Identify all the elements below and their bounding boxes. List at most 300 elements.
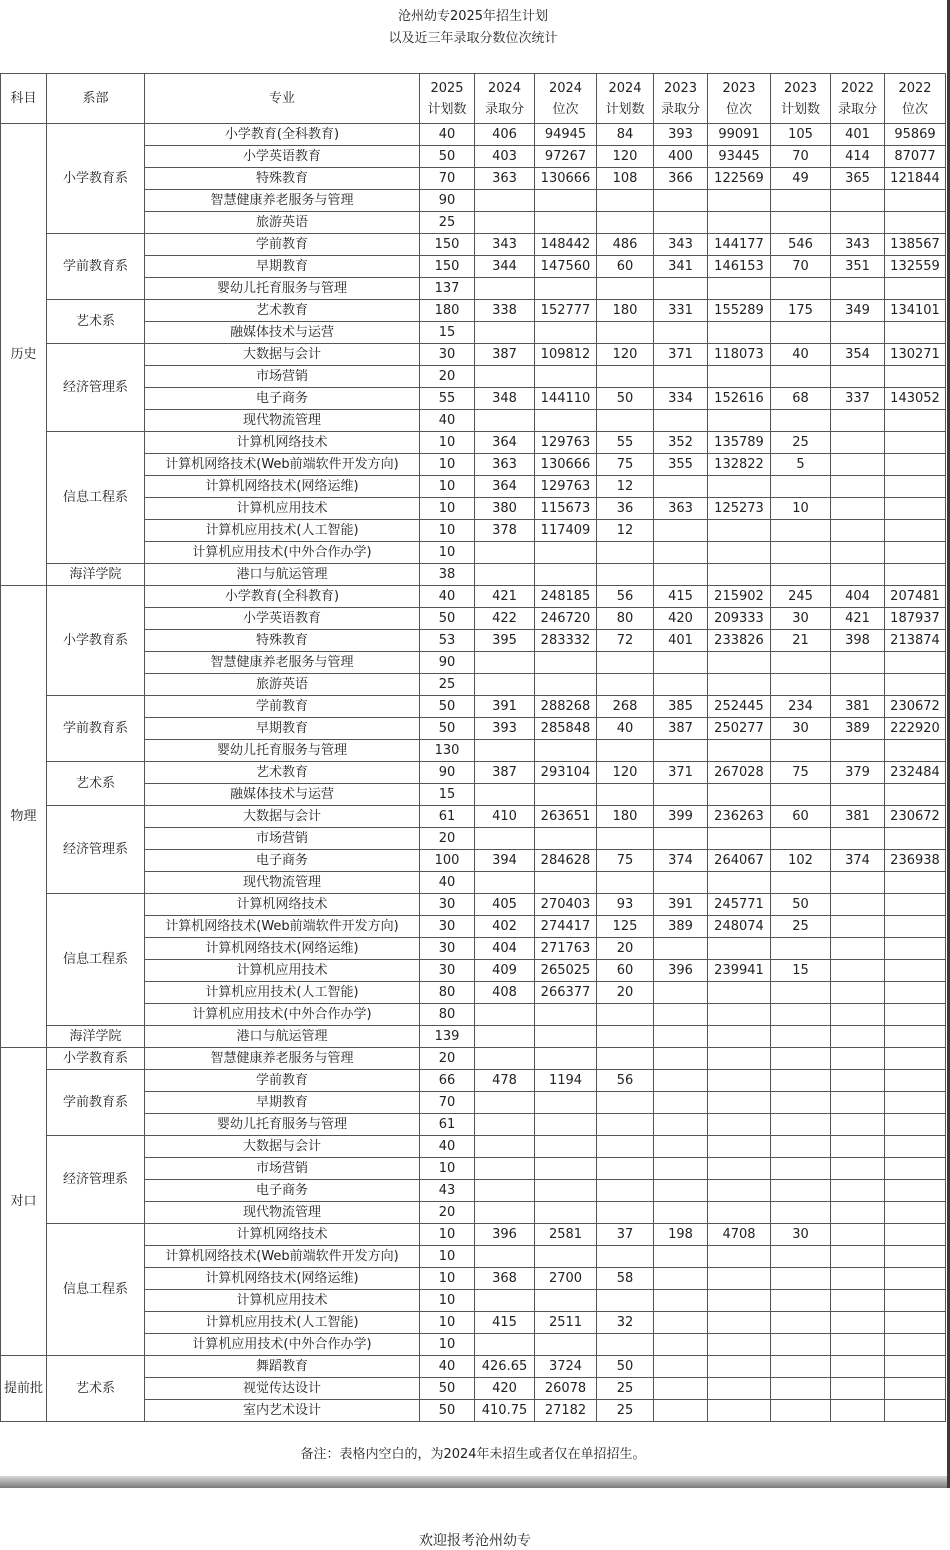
value-cell xyxy=(885,828,946,850)
value-cell: 245771 xyxy=(708,894,771,916)
value-cell: 20 xyxy=(597,982,654,1004)
value-cell xyxy=(831,740,885,762)
value-cell: 36 xyxy=(597,498,654,520)
value-cell xyxy=(654,1092,708,1114)
value-cell: 120 xyxy=(597,344,654,366)
major-cell: 电子商务 xyxy=(145,1180,420,1202)
value-cell xyxy=(597,1048,654,1070)
value-cell: 70 xyxy=(771,146,831,168)
value-cell: 12 xyxy=(597,520,654,542)
value-cell xyxy=(475,1092,535,1114)
value-cell xyxy=(535,740,597,762)
value-cell: 25 xyxy=(771,432,831,454)
value-cell xyxy=(831,322,885,344)
value-cell xyxy=(831,1246,885,1268)
value-cell: 2581 xyxy=(535,1224,597,1246)
value-cell: 1194 xyxy=(535,1070,597,1092)
value-cell xyxy=(708,652,771,674)
value-cell xyxy=(831,278,885,300)
value-cell xyxy=(654,564,708,586)
value-cell xyxy=(535,212,597,234)
value-cell: 385 xyxy=(654,696,708,718)
value-cell: 331 xyxy=(654,300,708,322)
value-cell xyxy=(535,1180,597,1202)
value-cell xyxy=(475,366,535,388)
value-cell xyxy=(654,1180,708,1202)
value-cell xyxy=(708,1246,771,1268)
header-sublabel: 位次 xyxy=(725,101,752,117)
value-cell xyxy=(654,1312,708,1334)
value-cell: 404 xyxy=(831,586,885,608)
value-cell xyxy=(771,1114,831,1136)
value-cell: 68 xyxy=(771,388,831,410)
value-cell: 250277 xyxy=(708,718,771,740)
value-cell xyxy=(885,1334,946,1356)
value-cell xyxy=(771,938,831,960)
table-row xyxy=(1,762,946,784)
value-cell: 387 xyxy=(654,718,708,740)
value-cell: 207481 xyxy=(885,586,946,608)
value-cell xyxy=(535,1092,597,1114)
value-cell xyxy=(771,982,831,1004)
value-cell xyxy=(535,564,597,586)
major-cell: 融媒体技术与运营 xyxy=(145,784,420,806)
major-cell: 计算机应用技术(人工智能) xyxy=(145,982,420,1004)
major-cell: 室内艺术设计 xyxy=(145,1400,420,1422)
value-cell: 401 xyxy=(831,124,885,146)
value-cell xyxy=(885,1268,946,1290)
subject-cell: 对口 xyxy=(1,1048,47,1356)
value-cell xyxy=(885,960,946,982)
value-cell: 50 xyxy=(420,718,475,740)
value-cell xyxy=(597,784,654,806)
value-cell: 137 xyxy=(420,278,475,300)
value-cell: 187937 xyxy=(885,608,946,630)
header-cell xyxy=(145,74,420,124)
table-note: 备注：表格内空白的，为2024年未招生或者仅在单招招生。 xyxy=(300,1447,646,1462)
value-cell: 248074 xyxy=(708,916,771,938)
value-cell xyxy=(708,1070,771,1092)
value-cell: 143052 xyxy=(885,388,946,410)
value-cell xyxy=(885,872,946,894)
value-cell: 120 xyxy=(597,146,654,168)
value-cell xyxy=(597,1026,654,1048)
value-cell: 10 xyxy=(420,542,475,564)
value-cell xyxy=(654,652,708,674)
value-cell xyxy=(885,1246,946,1268)
header-sublabel: 计划数 xyxy=(605,101,645,117)
table-row xyxy=(1,124,946,146)
value-cell: 343 xyxy=(475,234,535,256)
value-cell: 20 xyxy=(420,1048,475,1070)
value-cell xyxy=(771,1070,831,1092)
value-cell xyxy=(654,1268,708,1290)
value-cell xyxy=(771,828,831,850)
value-cell: 102 xyxy=(771,850,831,872)
value-cell: 93445 xyxy=(708,146,771,168)
value-cell: 20 xyxy=(420,1202,475,1224)
value-cell: 394 xyxy=(475,850,535,872)
value-cell: 97267 xyxy=(535,146,597,168)
value-cell: 236938 xyxy=(885,850,946,872)
value-cell: 381 xyxy=(831,806,885,828)
value-cell: 349 xyxy=(831,300,885,322)
major-cell: 大数据与会计 xyxy=(145,806,420,828)
value-cell: 389 xyxy=(654,916,708,938)
value-cell: 56 xyxy=(597,1070,654,1092)
value-cell xyxy=(708,520,771,542)
value-cell xyxy=(708,1114,771,1136)
value-cell: 10 xyxy=(420,1334,475,1356)
value-cell: 10 xyxy=(420,520,475,542)
value-cell: 61 xyxy=(420,806,475,828)
major-cell: 计算机应用技术(中外合作办学) xyxy=(145,542,420,564)
document-title: 沧州幼专2025年招生计划 xyxy=(397,9,549,24)
value-cell xyxy=(654,1158,708,1180)
value-cell xyxy=(885,1004,946,1026)
value-cell xyxy=(597,1092,654,1114)
value-cell: 50 xyxy=(597,388,654,410)
table-row xyxy=(1,300,946,322)
value-cell xyxy=(885,784,946,806)
value-cell: 25 xyxy=(597,1378,654,1400)
value-cell: 15 xyxy=(420,784,475,806)
major-cell: 计算机应用技术(中外合作办学) xyxy=(145,1334,420,1356)
value-cell: 379 xyxy=(831,762,885,784)
major-cell: 大数据与会计 xyxy=(145,1136,420,1158)
value-cell xyxy=(771,520,831,542)
department-cell: 信息工程系 xyxy=(47,1224,145,1356)
value-cell: 410.75 xyxy=(475,1400,535,1422)
value-cell: 401 xyxy=(654,630,708,652)
value-cell: 55 xyxy=(597,432,654,454)
value-cell xyxy=(654,1048,708,1070)
major-cell: 小学英语教育 xyxy=(145,608,420,630)
value-cell: 121844 xyxy=(885,168,946,190)
value-cell: 274417 xyxy=(535,916,597,938)
footer-text: 欢迎报考沧州幼专 xyxy=(419,1533,531,1549)
value-cell xyxy=(535,1136,597,1158)
value-cell xyxy=(475,1334,535,1356)
value-cell: 213874 xyxy=(885,630,946,652)
value-cell xyxy=(885,740,946,762)
value-cell: 30 xyxy=(771,1224,831,1246)
value-cell: 374 xyxy=(654,850,708,872)
department-cell: 小学教育系 xyxy=(47,1048,145,1070)
value-cell xyxy=(708,322,771,344)
value-cell xyxy=(771,740,831,762)
value-cell xyxy=(535,652,597,674)
major-cell: 视觉传达设计 xyxy=(145,1378,420,1400)
major-cell: 学前教育 xyxy=(145,1070,420,1092)
header-sublabel: 位次 xyxy=(552,101,579,117)
value-cell: 546 xyxy=(771,234,831,256)
value-cell: 25 xyxy=(420,674,475,696)
value-cell: 486 xyxy=(597,234,654,256)
major-cell: 计算机应用技术 xyxy=(145,1290,420,1312)
value-cell: 3724 xyxy=(535,1356,597,1378)
value-cell: 422 xyxy=(475,608,535,630)
value-cell xyxy=(771,212,831,234)
value-cell xyxy=(597,1114,654,1136)
value-cell: 80 xyxy=(420,982,475,1004)
value-cell xyxy=(831,454,885,476)
value-cell xyxy=(708,1290,771,1312)
value-cell xyxy=(535,1158,597,1180)
value-cell xyxy=(535,674,597,696)
value-cell: 10 xyxy=(420,1268,475,1290)
value-cell: 334 xyxy=(654,388,708,410)
table-row xyxy=(1,1026,946,1048)
value-cell: 10 xyxy=(420,1224,475,1246)
value-cell xyxy=(654,740,708,762)
value-cell xyxy=(654,190,708,212)
major-cell: 智慧健康养老服务与管理 xyxy=(145,652,420,674)
table-row xyxy=(1,586,946,608)
value-cell xyxy=(885,212,946,234)
value-cell xyxy=(885,1378,946,1400)
value-cell xyxy=(475,1246,535,1268)
value-cell xyxy=(831,1378,885,1400)
value-cell xyxy=(831,894,885,916)
value-cell xyxy=(771,1136,831,1158)
value-cell: 389 xyxy=(831,718,885,740)
value-cell: 215902 xyxy=(708,586,771,608)
major-cell: 现代物流管理 xyxy=(145,410,420,432)
value-cell: 90 xyxy=(420,762,475,784)
value-cell xyxy=(597,1334,654,1356)
subject-cell: 历史 xyxy=(1,124,47,586)
value-cell xyxy=(885,542,946,564)
value-cell: 20 xyxy=(597,938,654,960)
table-row xyxy=(1,432,946,454)
value-cell: 415 xyxy=(475,1312,535,1334)
value-cell xyxy=(654,322,708,344)
value-cell: 130666 xyxy=(535,168,597,190)
value-cell: 415 xyxy=(654,586,708,608)
value-cell xyxy=(475,212,535,234)
value-cell: 288268 xyxy=(535,696,597,718)
value-cell: 355 xyxy=(654,454,708,476)
value-cell xyxy=(831,410,885,432)
value-cell: 30 xyxy=(420,960,475,982)
value-cell xyxy=(771,322,831,344)
value-cell xyxy=(885,1202,946,1224)
header-cell xyxy=(420,74,475,124)
value-cell xyxy=(831,916,885,938)
value-cell xyxy=(885,1224,946,1246)
value-cell: 109812 xyxy=(535,344,597,366)
department-cell: 小学教育系 xyxy=(47,586,145,696)
value-cell: 368 xyxy=(475,1268,535,1290)
value-cell xyxy=(475,1180,535,1202)
value-cell: 234 xyxy=(771,696,831,718)
value-cell xyxy=(475,740,535,762)
major-cell: 港口与航运管理 xyxy=(145,1026,420,1048)
value-cell xyxy=(654,1114,708,1136)
value-cell: 75 xyxy=(771,762,831,784)
value-cell: 147560 xyxy=(535,256,597,278)
value-cell xyxy=(708,1180,771,1202)
value-cell: 10 xyxy=(420,454,475,476)
value-cell xyxy=(597,872,654,894)
department-cell: 海洋学院 xyxy=(47,564,145,586)
value-cell: 354 xyxy=(831,344,885,366)
value-cell xyxy=(597,366,654,388)
table-row xyxy=(1,1048,946,1070)
value-cell: 405 xyxy=(475,894,535,916)
value-cell xyxy=(654,520,708,542)
value-cell: 408 xyxy=(475,982,535,1004)
value-cell xyxy=(885,498,946,520)
value-cell xyxy=(535,1202,597,1224)
value-cell xyxy=(597,1246,654,1268)
major-cell: 计算机应用技术 xyxy=(145,960,420,982)
value-cell xyxy=(831,1290,885,1312)
major-cell: 智慧健康养老服务与管理 xyxy=(145,1048,420,1070)
value-cell xyxy=(475,1114,535,1136)
value-cell: 265025 xyxy=(535,960,597,982)
value-cell xyxy=(771,1026,831,1048)
value-cell xyxy=(708,1158,771,1180)
value-cell xyxy=(475,1290,535,1312)
value-cell xyxy=(885,652,946,674)
value-cell xyxy=(597,1180,654,1202)
value-cell xyxy=(654,1136,708,1158)
value-cell: 421 xyxy=(831,608,885,630)
value-cell: 50 xyxy=(771,894,831,916)
major-cell: 计算机网络技术(网络运维) xyxy=(145,1268,420,1290)
value-cell: 352 xyxy=(654,432,708,454)
value-cell: 75 xyxy=(597,850,654,872)
header-label: 2024 xyxy=(608,80,642,96)
value-cell: 410 xyxy=(475,806,535,828)
value-cell: 403 xyxy=(475,146,535,168)
header-sublabel: 计划数 xyxy=(780,101,820,117)
value-cell xyxy=(654,1290,708,1312)
value-cell xyxy=(475,1004,535,1026)
value-cell: 248185 xyxy=(535,586,597,608)
value-cell: 132559 xyxy=(885,256,946,278)
value-cell xyxy=(771,1356,831,1378)
value-cell: 351 xyxy=(831,256,885,278)
value-cell xyxy=(885,322,946,344)
value-cell: 93 xyxy=(597,894,654,916)
value-cell: 25 xyxy=(420,212,475,234)
value-cell xyxy=(831,1004,885,1026)
value-cell: 20 xyxy=(420,828,475,850)
value-cell: 400 xyxy=(654,146,708,168)
value-cell: 363 xyxy=(475,168,535,190)
header-cell xyxy=(47,74,145,124)
value-cell: 10 xyxy=(420,1158,475,1180)
value-cell xyxy=(885,190,946,212)
value-cell xyxy=(535,542,597,564)
value-cell xyxy=(475,652,535,674)
value-cell xyxy=(708,1202,771,1224)
value-cell xyxy=(831,190,885,212)
value-cell xyxy=(708,938,771,960)
value-cell: 50 xyxy=(420,146,475,168)
department-cell: 艺术系 xyxy=(47,762,145,806)
value-cell: 409 xyxy=(475,960,535,982)
value-cell xyxy=(654,938,708,960)
value-cell xyxy=(771,1290,831,1312)
value-cell xyxy=(535,1004,597,1026)
value-cell: 338 xyxy=(475,300,535,322)
value-cell xyxy=(771,1268,831,1290)
value-cell: 10 xyxy=(420,1312,475,1334)
header-cell xyxy=(535,74,597,124)
department-cell: 艺术系 xyxy=(47,1356,145,1422)
table-row xyxy=(1,806,946,828)
value-cell xyxy=(597,278,654,300)
value-cell xyxy=(831,1092,885,1114)
value-cell xyxy=(475,322,535,344)
major-cell: 计算机网络技术(Web前端软件开发方向) xyxy=(145,454,420,476)
value-cell: 138567 xyxy=(885,234,946,256)
value-cell xyxy=(535,278,597,300)
value-cell xyxy=(654,1004,708,1026)
value-cell: 90 xyxy=(420,652,475,674)
value-cell: 180 xyxy=(597,300,654,322)
value-cell: 233826 xyxy=(708,630,771,652)
value-cell: 40 xyxy=(420,586,475,608)
header-label: 2022 xyxy=(898,80,932,96)
value-cell xyxy=(535,1048,597,1070)
major-cell: 电子商务 xyxy=(145,388,420,410)
value-cell: 374 xyxy=(831,850,885,872)
value-cell xyxy=(654,1246,708,1268)
value-cell xyxy=(831,982,885,1004)
major-cell: 学前教育 xyxy=(145,696,420,718)
value-cell: 32 xyxy=(597,1312,654,1334)
value-cell: 371 xyxy=(654,762,708,784)
value-cell xyxy=(708,982,771,1004)
value-cell: 15 xyxy=(771,960,831,982)
value-cell: 50 xyxy=(420,1378,475,1400)
major-cell: 婴幼儿托育服务与管理 xyxy=(145,1114,420,1136)
table-row xyxy=(1,564,946,586)
page-bottom-edge xyxy=(0,1476,950,1488)
value-cell xyxy=(885,454,946,476)
value-cell xyxy=(885,1092,946,1114)
value-cell xyxy=(535,1290,597,1312)
header-label: 系部 xyxy=(82,91,109,106)
major-cell: 计算机应用技术(中外合作办学) xyxy=(145,1004,420,1026)
value-cell xyxy=(535,1114,597,1136)
value-cell: 30 xyxy=(771,608,831,630)
department-cell: 海洋学院 xyxy=(47,1026,145,1048)
value-cell xyxy=(885,916,946,938)
value-cell: 38 xyxy=(420,564,475,586)
header-label: 2023 xyxy=(783,80,818,96)
value-cell xyxy=(475,1202,535,1224)
value-cell xyxy=(535,1026,597,1048)
header-label: 2024 xyxy=(548,80,583,96)
header-sublabel: 录取分 xyxy=(484,101,524,117)
value-cell: 40 xyxy=(420,410,475,432)
value-cell xyxy=(771,542,831,564)
value-cell: 40 xyxy=(420,124,475,146)
major-cell: 艺术教育 xyxy=(145,300,420,322)
header-label: 专业 xyxy=(268,91,295,106)
major-cell: 计算机应用技术 xyxy=(145,498,420,520)
value-cell xyxy=(831,212,885,234)
value-cell xyxy=(597,1158,654,1180)
value-cell: 344 xyxy=(475,256,535,278)
value-cell xyxy=(535,828,597,850)
